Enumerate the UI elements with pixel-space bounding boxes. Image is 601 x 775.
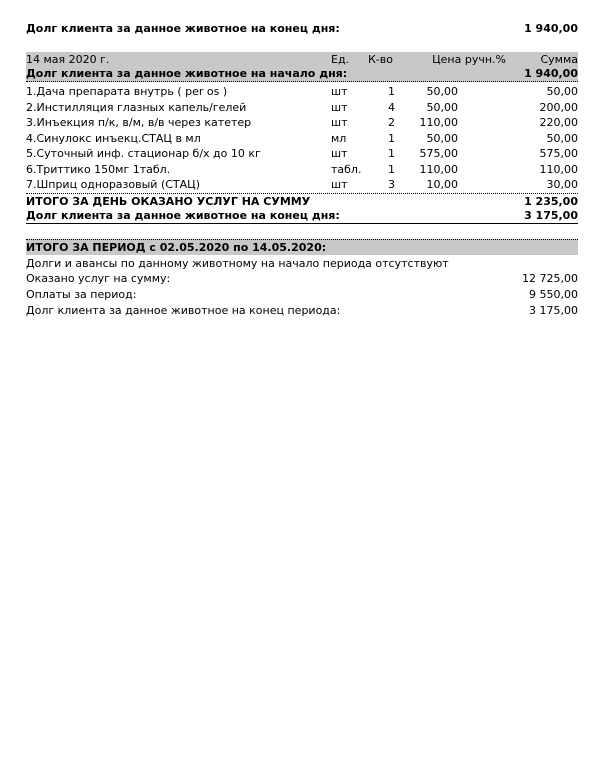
period-line [26, 287, 578, 302]
period-line-value: 12 725,00 [522, 272, 578, 285]
period-line-label: Оплаты за период: [26, 288, 137, 301]
top-debt-label: Долг клиента за данное животное на конец дня: [26, 22, 340, 35]
top-debt-row [26, 21, 578, 36]
table-row [26, 131, 578, 146]
end-debt-row [26, 208, 578, 224]
column-qty: К-во [368, 53, 393, 66]
table-row [26, 177, 578, 192]
item-name: 6.Триттико 150мг 1табл. [26, 162, 171, 176]
column-sum: Сумма [540, 53, 578, 66]
column-unit: Ед. [331, 53, 350, 66]
period-header-row [26, 239, 578, 255]
table-row [26, 100, 578, 115]
item-price: 50,00 [426, 85, 458, 98]
top-debt-value: 1 940,00 [524, 22, 578, 35]
item-name: 3.Инъекция п/к, в/м, в/в через катетер [26, 116, 252, 129]
item-name: 4.Синулокс инъекц.СТАЦ в мл [26, 131, 201, 145]
item-name: 1.Дача препарата внутрь ( per os ) [26, 85, 228, 98]
item-sum: 50,00 [546, 131, 578, 145]
item-unit: шт [331, 116, 348, 129]
period-line [26, 271, 578, 286]
item-sum: 30,00 [546, 178, 578, 191]
item-qty: 4 [388, 100, 395, 114]
item-sum: 220,00 [539, 116, 578, 129]
item-price: 575,00 [419, 147, 458, 160]
column-price: Цена ручн.% [432, 53, 506, 66]
period-note: Долги и авансы по данному животному на начало периода отсутствуют [26, 257, 449, 270]
item-unit: табл. [331, 162, 362, 176]
start-debt-row [26, 66, 578, 82]
item-price: 110,00 [419, 162, 458, 176]
table-row [26, 162, 578, 177]
item-name: 7.Шприц одноразовый (СТАЦ) [26, 178, 200, 191]
period-header: ИТОГО ЗА ПЕРИОД с 02.05.2020 по 14.05.2020: [26, 241, 327, 254]
day-total-value: 1 235,00 [524, 195, 578, 208]
period-line [26, 303, 578, 318]
end-debt-label: Долг клиента за данное животное на конец дня: [26, 209, 340, 222]
period-note-row [26, 256, 578, 271]
period-line-label: Долг клиента за данное животное на конец периода: [26, 304, 341, 317]
item-qty: 1 [388, 85, 395, 98]
item-price: 50,00 [426, 100, 458, 114]
item-unit: шт [331, 100, 348, 114]
item-price: 110,00 [419, 116, 458, 129]
item-qty: 3 [388, 178, 395, 191]
day-date: 14 мая 2020 г. [26, 53, 110, 66]
period-line-value: 3 175,00 [529, 304, 578, 317]
end-debt-value: 3 175,00 [524, 209, 578, 222]
item-name: 2.Инстилляция глазных капель/гелей [26, 100, 247, 114]
item-unit: шт [331, 178, 348, 191]
item-sum: 200,00 [539, 100, 578, 114]
table-row [26, 84, 578, 99]
item-unit: шт [331, 85, 348, 98]
day-total-label: ИТОГО ЗА ДЕНЬ ОКАЗАНО УСЛУГ НА СУММУ [26, 195, 311, 208]
item-unit: мл [331, 131, 347, 145]
item-qty: 1 [388, 147, 395, 160]
start-debt-value: 1 940,00 [524, 67, 578, 80]
day-total-row [26, 193, 578, 209]
start-debt-label: Долг клиента за данное животное на начало дня: [26, 67, 348, 80]
item-qty: 2 [388, 116, 395, 129]
table-row [26, 115, 578, 130]
item-sum: 50,00 [546, 85, 578, 98]
item-qty: 1 [388, 131, 395, 145]
item-price: 50,00 [426, 131, 458, 145]
period-line-label: Оказано услуг на сумму: [26, 272, 171, 285]
table-row [26, 146, 578, 161]
item-qty: 1 [388, 162, 395, 176]
item-sum: 575,00 [539, 147, 578, 160]
day-header-row [26, 52, 578, 67]
item-sum: 110,00 [539, 162, 578, 176]
item-name: 5.Суточный инф. стационар б/х до 10 кг [26, 147, 261, 160]
item-unit: шт [331, 147, 348, 160]
item-price: 10,00 [426, 178, 458, 191]
period-line-value: 9 550,00 [529, 288, 578, 301]
